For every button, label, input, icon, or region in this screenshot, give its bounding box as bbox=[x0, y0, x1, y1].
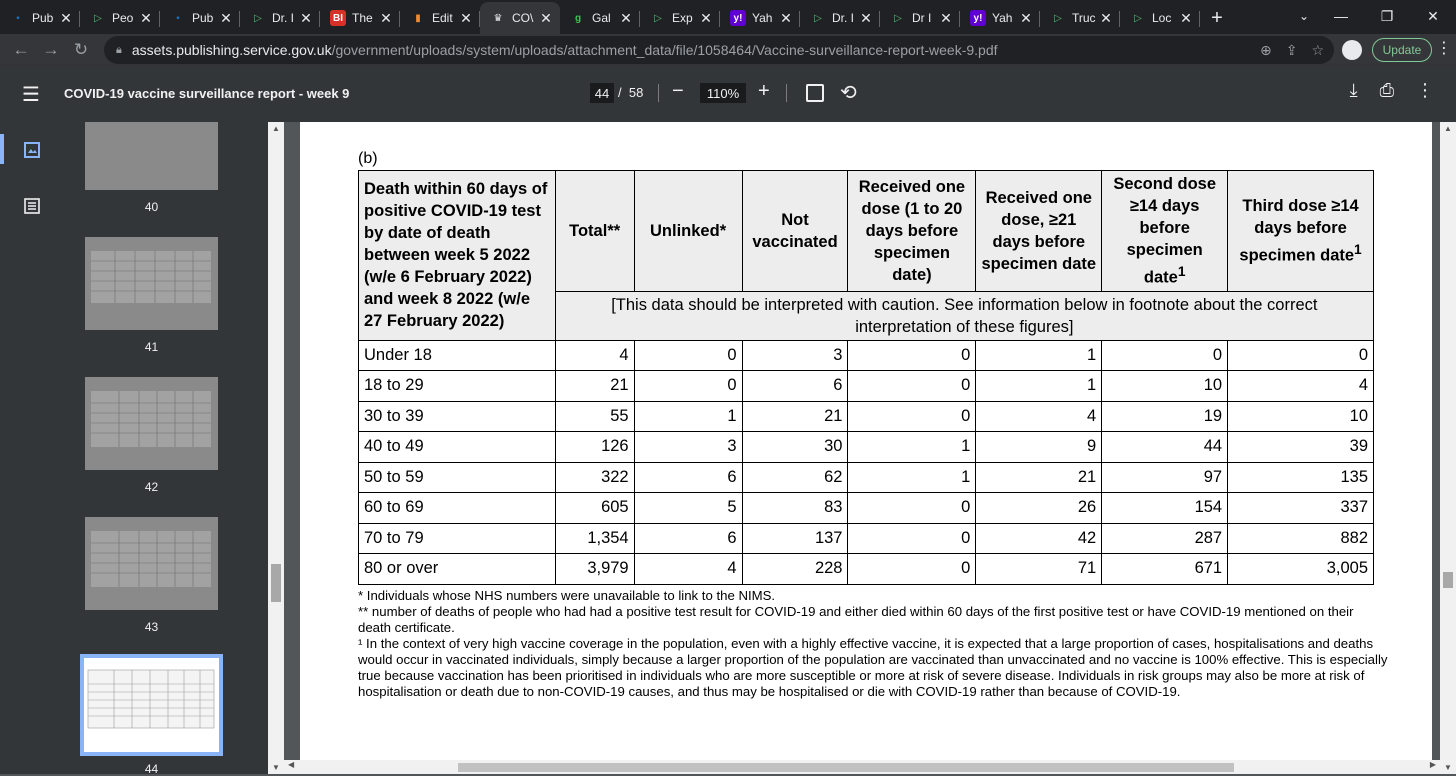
tab-title: Yah bbox=[992, 11, 1013, 25]
scrollbar-thumb[interactable] bbox=[271, 564, 281, 602]
tab-close-icon[interactable]: ✕ bbox=[1100, 9, 1112, 26]
address-bar[interactable] bbox=[104, 36, 1334, 64]
health-icon: ▪ bbox=[176, 12, 180, 24]
restore-icon[interactable]: ❐ bbox=[1380, 7, 1394, 24]
tab-title: Edit bbox=[432, 11, 453, 25]
value-cell: 228 bbox=[742, 554, 848, 585]
yahoo-icon: y! bbox=[970, 10, 986, 26]
column-header: Total** bbox=[555, 171, 634, 292]
value-cell: 0 bbox=[848, 523, 976, 554]
scroll-right-icon[interactable]: ▶ bbox=[1429, 760, 1436, 769]
column-header: Received one dose (1 to 20 days before specimen date) bbox=[848, 171, 976, 292]
value-cell: 337 bbox=[1228, 493, 1374, 524]
value-cell: 3,005 bbox=[1228, 554, 1374, 585]
outline-icon[interactable] bbox=[22, 196, 42, 216]
scroll-left-icon[interactable]: ◀ bbox=[288, 760, 295, 769]
play-icon: ▷ bbox=[1134, 12, 1142, 24]
value-cell: 0 bbox=[848, 554, 976, 585]
tab-title: Pub bbox=[192, 11, 214, 25]
thumbnail-preview bbox=[85, 237, 218, 330]
tab-close-icon[interactable]: ✕ bbox=[140, 9, 152, 26]
age-group-cell: 50 to 59 bbox=[359, 462, 556, 493]
thumbnail-page-number: 44 bbox=[144, 762, 159, 776]
value-cell: 1 bbox=[848, 462, 976, 493]
footnote: ¹ In the context of very high vaccine coverage in the population, even with a highly effective vaccine, it is expected that a large proportion of cases, hospitalisations and deaths would occur in vaccinated individuals, simply because a larger proportion of the population are vaccinated than unvaccinated and no vaccine is 100% effective. This is especially true because vaccination has been prioritised in individuals who are more susceptible or more at risk of severe disease. Individuals in risk groups may also be more at risk of hospitalisation or death due to non-COVID-19 causes, and thus may be hospitalised or die with COVID-19 rather than because of COVID-19. bbox=[358, 635, 1388, 699]
value-cell: 21 bbox=[742, 401, 848, 432]
value-cell: 62 bbox=[742, 462, 848, 493]
tab-title: Dr I bbox=[912, 11, 932, 25]
browser-tab[interactable] bbox=[640, 2, 720, 34]
value-cell: 0 bbox=[848, 401, 976, 432]
tab-close-icon[interactable]: ✕ bbox=[1180, 9, 1192, 26]
more-actions-icon[interactable]: ⋮ bbox=[1416, 80, 1434, 100]
value-cell: 322 bbox=[555, 462, 634, 493]
tab-title: Gal bbox=[592, 11, 611, 25]
value-cell: 5 bbox=[634, 493, 742, 524]
browser-tab[interactable] bbox=[720, 2, 800, 34]
thumbnail-preview bbox=[85, 377, 218, 470]
browser-tab[interactable] bbox=[400, 2, 480, 34]
browser-tab[interactable] bbox=[240, 2, 320, 34]
tab-close-icon[interactable]: ✕ bbox=[1020, 9, 1032, 26]
browser-tab[interactable] bbox=[0, 2, 80, 34]
footnote: ** number of deaths of people who had had a positive test result for COVID-19 and either died within 60 days of the first positive test or have COVID-19 mentioned on their death certificate. bbox=[358, 603, 1354, 635]
thumbnail-page-number: 40 bbox=[144, 200, 159, 214]
play-icon: ▷ bbox=[1054, 12, 1062, 24]
age-group-cell: 70 to 79 bbox=[359, 523, 556, 554]
footnote-marker: 1 bbox=[1354, 242, 1362, 257]
value-cell: 137 bbox=[742, 523, 848, 554]
value-cell: 0 bbox=[848, 493, 976, 524]
browser-tab[interactable] bbox=[80, 2, 160, 34]
table-row bbox=[359, 554, 1374, 585]
table-row bbox=[359, 493, 1374, 524]
tab-list bbox=[0, 0, 1200, 34]
value-cell: 0 bbox=[1102, 340, 1228, 371]
value-cell: 0 bbox=[1228, 340, 1374, 371]
tab-title: Loc bbox=[1152, 11, 1172, 25]
value-cell: 287 bbox=[1102, 523, 1228, 554]
page-count bbox=[618, 85, 643, 100]
value-cell: 30 bbox=[742, 432, 848, 463]
total-pages: 58 bbox=[628, 85, 644, 100]
browser-tab[interactable] bbox=[560, 2, 640, 34]
lock-icon[interactable]: 🔒︎ bbox=[116, 43, 122, 56]
tab-title: Pub bbox=[32, 11, 54, 25]
scroll-up-icon[interactable]: ▲ bbox=[1444, 124, 1452, 133]
horizontal-scrollbar[interactable] bbox=[284, 760, 1440, 774]
footnote-marker: 1 bbox=[1177, 264, 1186, 279]
column-header-text: Second dose ≥14 days before specimen date bbox=[1113, 175, 1217, 287]
rotate-icon[interactable]: ⟲ bbox=[840, 82, 857, 104]
minimize-icon[interactable]: — bbox=[1334, 8, 1348, 24]
table-row bbox=[359, 462, 1374, 493]
browser-menu-icon[interactable]: ⋮ bbox=[1436, 40, 1452, 57]
value-cell: 6 bbox=[742, 371, 848, 402]
table-row bbox=[359, 371, 1374, 402]
scroll-down-icon[interactable]: ▼ bbox=[272, 763, 280, 772]
tab-close-icon[interactable]: ✕ bbox=[60, 9, 72, 26]
g-icon: g bbox=[574, 12, 582, 24]
caution-note: [This data should be interpreted with caution. See information below in footnote about the correct interpretation of these figures] bbox=[555, 291, 1373, 340]
divider bbox=[658, 84, 659, 102]
value-cell: 605 bbox=[555, 493, 634, 524]
tab-title: Peo bbox=[112, 11, 134, 25]
browser-tab[interactable] bbox=[800, 2, 880, 34]
tab-title: Dr. I bbox=[832, 11, 855, 25]
column-header: Received one dose, ≥21 days before specimen date bbox=[976, 171, 1102, 292]
tab-close-icon[interactable]: ✕ bbox=[380, 9, 392, 26]
download-icon[interactable]: ⤓ bbox=[1349, 80, 1358, 100]
thumbnail-page-number: 42 bbox=[144, 480, 159, 494]
share-icon[interactable]: ⇪ bbox=[1285, 41, 1298, 58]
page-number-input[interactable]: 44 bbox=[590, 83, 614, 103]
tab-title: CO\ bbox=[512, 11, 534, 25]
omnibox-actions bbox=[1260, 36, 1324, 64]
tab-title: Exp bbox=[672, 11, 693, 25]
sidebar-tabs bbox=[0, 122, 64, 774]
scrollbar-thumb[interactable] bbox=[458, 763, 1234, 772]
play-icon: ▷ bbox=[654, 12, 662, 24]
value-cell: 10 bbox=[1102, 371, 1228, 402]
value-cell: 882 bbox=[1228, 523, 1374, 554]
value-cell: 26 bbox=[976, 493, 1102, 524]
value-cell: 1 bbox=[976, 340, 1102, 371]
page-thumbnail-selected[interactable] bbox=[80, 654, 223, 756]
close-window-icon[interactable]: ✕ bbox=[1427, 7, 1439, 24]
tab-close-icon[interactable]: ✕ bbox=[220, 9, 232, 26]
thumbnail-preview bbox=[85, 517, 218, 610]
main-scrollbar[interactable] bbox=[1440, 122, 1456, 774]
value-cell: 42 bbox=[976, 523, 1102, 554]
value-cell: 671 bbox=[1102, 554, 1228, 585]
age-group-cell: 30 to 39 bbox=[359, 401, 556, 432]
divider bbox=[786, 84, 787, 102]
play-icon: ▷ bbox=[254, 12, 262, 24]
table-row bbox=[359, 340, 1374, 371]
value-cell: 21 bbox=[976, 462, 1102, 493]
column-header bbox=[1228, 171, 1374, 292]
value-cell: 3,979 bbox=[555, 554, 634, 585]
document-content bbox=[358, 150, 1398, 700]
bookmark-star-icon[interactable]: ☆ bbox=[1311, 41, 1324, 58]
tab-close-icon[interactable]: ✕ bbox=[860, 9, 872, 26]
browser-toolbar bbox=[0, 34, 1456, 66]
page-thumbnail[interactable] bbox=[85, 517, 218, 610]
tab-close-icon[interactable]: ✕ bbox=[780, 9, 792, 26]
value-cell: 71 bbox=[976, 554, 1102, 585]
tab-close-icon[interactable]: ✕ bbox=[700, 9, 712, 26]
zoom-input[interactable]: 110% bbox=[700, 83, 746, 103]
back-icon[interactable]: ← bbox=[12, 40, 30, 59]
crown-icon: ♛ bbox=[493, 12, 503, 24]
sidebar-scrollbar[interactable] bbox=[268, 122, 284, 774]
thumbnail-sidebar bbox=[0, 122, 284, 774]
zoom-out-button[interactable]: − bbox=[672, 80, 684, 102]
forward-icon[interactable]: → bbox=[42, 40, 60, 59]
value-cell: 4 bbox=[976, 401, 1102, 432]
health-icon: ▪ bbox=[16, 12, 20, 24]
tab-title: Dr. I bbox=[272, 11, 295, 25]
footnotes bbox=[358, 588, 1390, 700]
tab-title: Truc bbox=[1072, 11, 1096, 25]
browser-tab[interactable] bbox=[1120, 2, 1200, 34]
table-row bbox=[359, 432, 1374, 463]
value-cell: 44 bbox=[1102, 432, 1228, 463]
scroll-up-icon[interactable]: ▲ bbox=[272, 124, 280, 133]
print-icon[interactable]: ⎙ bbox=[1379, 80, 1394, 100]
value-cell: 6 bbox=[634, 523, 742, 554]
pdf-toolbar bbox=[0, 66, 1456, 122]
age-group-cell: 40 to 49 bbox=[359, 432, 556, 463]
zoom-icon[interactable]: ⊕ bbox=[1259, 41, 1272, 58]
tab-close-icon[interactable]: ✕ bbox=[540, 9, 552, 26]
reload-icon[interactable]: ↻ bbox=[73, 40, 89, 59]
tab-search-icon[interactable]: ⌄ bbox=[1298, 9, 1310, 23]
value-cell: 4 bbox=[1228, 371, 1374, 402]
value-cell: 19 bbox=[1102, 401, 1228, 432]
age-group-cell: 80 or over bbox=[359, 554, 556, 585]
play-icon: ▷ bbox=[894, 12, 902, 24]
row-header: Death within 60 days of positive COVID-19 test by date of death between week 5 2022 (w/e 6 February 2022) and week 8 2022 (w/e 27 February 2022) bbox=[359, 171, 556, 341]
active-indicator bbox=[0, 134, 4, 164]
table-row bbox=[359, 523, 1374, 554]
bookmark-icon: ▮ bbox=[415, 12, 421, 24]
profile-avatar[interactable] bbox=[1342, 40, 1362, 60]
value-cell: 0 bbox=[634, 371, 742, 402]
value-cell: 10 bbox=[1228, 401, 1374, 432]
bi-icon: BI bbox=[330, 10, 346, 26]
tab-close-icon[interactable]: ✕ bbox=[460, 9, 472, 26]
browser-tab[interactable] bbox=[480, 2, 560, 34]
value-cell: 0 bbox=[848, 340, 976, 371]
value-cell: 55 bbox=[555, 401, 634, 432]
play-icon: ▷ bbox=[94, 12, 102, 24]
value-cell: 3 bbox=[634, 432, 742, 463]
value-cell: 126 bbox=[555, 432, 634, 463]
tab-title: The bbox=[352, 11, 373, 25]
table-label: (b) bbox=[358, 150, 378, 167]
column-header-text: Third dose ≥14 days before specimen date bbox=[1239, 197, 1359, 265]
value-cell: 6 bbox=[634, 462, 742, 493]
value-cell: 4 bbox=[555, 340, 634, 371]
value-cell: 1 bbox=[848, 432, 976, 463]
value-cell: 0 bbox=[634, 340, 742, 371]
browser-tab[interactable] bbox=[320, 2, 400, 34]
value-cell: 1 bbox=[976, 371, 1102, 402]
play-icon: ▷ bbox=[814, 12, 822, 24]
tab-close-icon[interactable]: ✕ bbox=[940, 9, 952, 26]
value-cell: 39 bbox=[1228, 432, 1374, 463]
browser-tab[interactable] bbox=[960, 2, 1040, 34]
column-header bbox=[1102, 171, 1228, 292]
page-separator: / bbox=[618, 85, 622, 100]
menu-icon[interactable]: ☰ bbox=[22, 84, 40, 106]
thumbnail-preview bbox=[84, 658, 219, 752]
page-thumbnail[interactable] bbox=[85, 237, 218, 330]
age-group-cell: Under 18 bbox=[359, 340, 556, 371]
value-cell: 21 bbox=[555, 371, 634, 402]
window-controls bbox=[1318, 0, 1456, 32]
document-title: COVID-19 vaccine surveillance report - week 9 bbox=[64, 86, 350, 101]
column-header: Unlinked* bbox=[634, 171, 742, 292]
value-cell: 97 bbox=[1102, 462, 1228, 493]
thumbnail-page-number: 43 bbox=[144, 620, 159, 634]
thumbnail-page-number: 41 bbox=[144, 340, 159, 354]
value-cell: 154 bbox=[1102, 493, 1228, 524]
scrollbar-thumb[interactable] bbox=[1443, 572, 1453, 588]
thumbnails-icon[interactable] bbox=[22, 140, 42, 160]
url-path: /government/uploads/system/uploads/attachment_data/file/1058464/Vaccine-surveillance-report-week-9.pdf bbox=[331, 42, 998, 58]
page-thumbnail[interactable] bbox=[85, 377, 218, 470]
deaths-table bbox=[358, 170, 1374, 585]
zoom-in-button[interactable]: + bbox=[758, 80, 770, 102]
tab-title: Yah bbox=[752, 11, 773, 25]
value-cell: 0 bbox=[848, 371, 976, 402]
tab-strip bbox=[0, 0, 1456, 34]
scroll-down-icon[interactable]: ▼ bbox=[1444, 763, 1452, 772]
yahoo-icon: y! bbox=[730, 10, 746, 26]
table-row bbox=[359, 401, 1374, 432]
browser-tab[interactable] bbox=[160, 2, 240, 34]
url-host: assets.publishing.service.gov.uk bbox=[131, 42, 332, 58]
browser-tab[interactable] bbox=[1040, 2, 1120, 34]
fit-page-icon[interactable] bbox=[806, 84, 824, 102]
column-header: Not vaccinated bbox=[742, 171, 848, 292]
value-cell: 9 bbox=[976, 432, 1102, 463]
new-tab-button[interactable]: + bbox=[1211, 6, 1223, 29]
value-cell: 83 bbox=[742, 493, 848, 524]
age-group-cell: 60 to 69 bbox=[359, 493, 556, 524]
value-cell: 135 bbox=[1228, 462, 1374, 493]
value-cell: 1 bbox=[634, 401, 742, 432]
pdf-actions bbox=[1350, 80, 1434, 101]
footnote: * Individuals whose NHS numbers were unavailable to link to the NIMS. bbox=[358, 587, 776, 603]
value-cell: 4 bbox=[634, 554, 742, 585]
value-cell: 3 bbox=[742, 340, 848, 371]
tab-close-icon[interactable]: ✕ bbox=[620, 9, 632, 26]
age-group-cell: 18 to 29 bbox=[359, 371, 556, 402]
table-body bbox=[359, 340, 1374, 584]
update-button[interactable]: Update bbox=[1372, 38, 1432, 62]
tab-close-icon[interactable]: ✕ bbox=[300, 9, 312, 26]
value-cell: 1,354 bbox=[555, 523, 634, 554]
browser-tab[interactable] bbox=[880, 2, 960, 34]
page-thumbnail[interactable] bbox=[85, 122, 218, 190]
